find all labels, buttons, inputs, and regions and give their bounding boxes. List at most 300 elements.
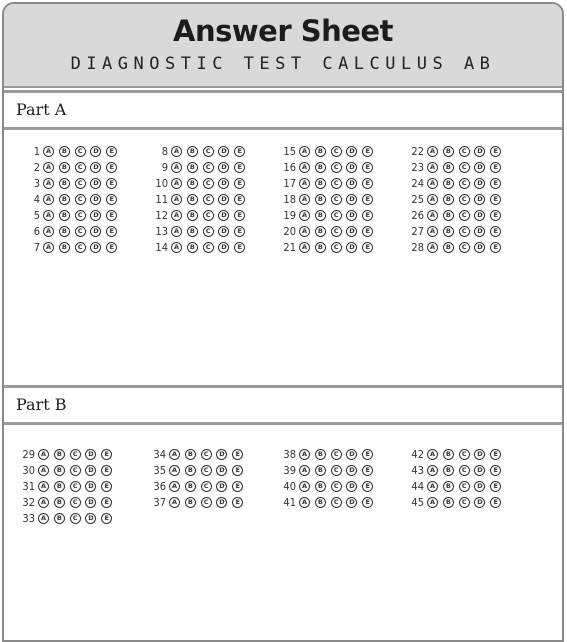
- answer-bubble-b[interactable]: B: [59, 210, 70, 221]
- answer-bubble-b[interactable]: B: [187, 162, 198, 173]
- answer-bubble-e[interactable]: E: [490, 481, 501, 492]
- answer-bubble-e[interactable]: E: [234, 194, 245, 205]
- answer-bubble-c[interactable]: C: [203, 242, 214, 253]
- answer-bubble-c[interactable]: C: [459, 146, 470, 157]
- answer-bubble-e[interactable]: E: [362, 465, 373, 476]
- answer-bubble-a[interactable]: A: [299, 226, 310, 237]
- answer-bubble-e[interactable]: E: [106, 242, 117, 253]
- question-row: [148, 207, 250, 223]
- answer-bubble-e[interactable]: E: [234, 162, 245, 173]
- answer-bubble-a[interactable]: A: [171, 194, 182, 205]
- answer-bubble-b[interactable]: B: [315, 497, 326, 508]
- answer-bubble-c[interactable]: C: [201, 497, 212, 508]
- answer-bubble-e[interactable]: E: [234, 210, 245, 221]
- question-number: 13: [155, 224, 168, 238]
- question-row: [148, 223, 250, 239]
- question-row: [148, 159, 250, 175]
- question-row: [15, 446, 117, 462]
- answer-bubble-e[interactable]: E: [232, 465, 243, 476]
- answer-bubble-d[interactable]: D: [85, 465, 96, 476]
- answer-bubble-d[interactable]: D: [90, 242, 101, 253]
- answer-bubble-c[interactable]: C: [75, 210, 86, 221]
- answer-bubble-e[interactable]: E: [106, 226, 117, 237]
- answer-bubble-c[interactable]: C: [459, 194, 470, 205]
- answer-bubble-c[interactable]: C: [459, 449, 470, 460]
- question-row: [404, 159, 506, 175]
- answer-bubble-c[interactable]: C: [70, 513, 81, 524]
- answer-bubble-c[interactable]: C: [459, 162, 470, 173]
- question-number: 41: [283, 495, 296, 509]
- answer-bubble-b[interactable]: B: [443, 146, 454, 157]
- answer-bubble-e[interactable]: E: [362, 449, 373, 460]
- answer-bubble-e[interactable]: E: [490, 465, 501, 476]
- answer-bubble-b[interactable]: B: [185, 497, 196, 508]
- answer-bubble-b[interactable]: B: [443, 497, 454, 508]
- answer-bubble-c[interactable]: C: [75, 146, 86, 157]
- question-row: [20, 175, 122, 191]
- answer-bubble-b[interactable]: B: [185, 449, 196, 460]
- answer-bubble-b[interactable]: B: [54, 497, 65, 508]
- question-row: [276, 462, 378, 478]
- answer-bubble-b[interactable]: B: [315, 162, 326, 173]
- answer-bubble-a[interactable]: A: [299, 481, 310, 492]
- answer-bubble-d[interactable]: D: [346, 194, 357, 205]
- answer-bubble-b[interactable]: B: [315, 194, 326, 205]
- answer-bubble-a[interactable]: A: [38, 481, 49, 492]
- question-row: [148, 175, 250, 191]
- answer-bubble-d[interactable]: D: [346, 226, 357, 237]
- answer-bubble-d[interactable]: D: [85, 481, 96, 492]
- answer-bubble-b[interactable]: B: [54, 449, 65, 460]
- question-number: 3: [33, 176, 40, 190]
- answer-bubble-d[interactable]: D: [85, 513, 96, 524]
- answer-bubble-d[interactable]: D: [85, 449, 96, 460]
- answer-bubble-d[interactable]: D: [90, 146, 101, 157]
- answer-bubble-d[interactable]: D: [474, 481, 485, 492]
- answer-bubble-a[interactable]: A: [38, 465, 49, 476]
- question-number: 44: [411, 479, 424, 493]
- answer-bubble-e[interactable]: E: [490, 210, 501, 221]
- answer-bubble-a[interactable]: A: [427, 497, 438, 508]
- answer-bubble-b[interactable]: B: [443, 178, 454, 189]
- answer-bubble-e[interactable]: E: [232, 497, 243, 508]
- answer-bubble-c[interactable]: C: [70, 465, 81, 476]
- answer-bubble-b[interactable]: B: [54, 481, 65, 492]
- answer-bubble-d[interactable]: D: [474, 162, 485, 173]
- answer-bubble-a[interactable]: A: [299, 242, 310, 253]
- answer-bubble-c[interactable]: C: [70, 449, 81, 460]
- answer-bubble-a[interactable]: A: [427, 210, 438, 221]
- question-row: [404, 223, 506, 239]
- answer-column: [276, 446, 378, 510]
- answer-bubble-b[interactable]: B: [59, 146, 70, 157]
- question-number: 22: [411, 144, 424, 158]
- answer-bubble-b[interactable]: B: [185, 465, 196, 476]
- answer-bubble-a[interactable]: A: [43, 194, 54, 205]
- answer-bubble-c[interactable]: C: [459, 497, 470, 508]
- answer-bubble-b[interactable]: B: [315, 481, 326, 492]
- answer-bubble-a[interactable]: A: [427, 194, 438, 205]
- answer-bubble-a[interactable]: A: [299, 178, 310, 189]
- answer-bubble-c[interactable]: C: [203, 210, 214, 221]
- answer-bubble-d[interactable]: D: [90, 194, 101, 205]
- answer-bubble-d[interactable]: D: [346, 178, 357, 189]
- answer-bubble-a[interactable]: A: [299, 497, 310, 508]
- answer-bubble-e[interactable]: E: [362, 242, 373, 253]
- answer-bubble-b[interactable]: B: [443, 481, 454, 492]
- question-number: 32: [22, 495, 35, 509]
- answer-bubble-e[interactable]: E: [101, 481, 112, 492]
- answer-bubble-b[interactable]: B: [443, 226, 454, 237]
- answer-bubble-d[interactable]: D: [85, 497, 96, 508]
- answer-bubble-e[interactable]: E: [490, 497, 501, 508]
- question-row: [15, 510, 117, 526]
- answer-bubble-d[interactable]: D: [90, 162, 101, 173]
- answer-bubble-a[interactable]: A: [299, 465, 310, 476]
- answer-bubble-e[interactable]: E: [106, 162, 117, 173]
- answer-bubble-d[interactable]: D: [346, 465, 357, 476]
- answer-bubble-c[interactable]: C: [331, 178, 342, 189]
- answer-bubble-a[interactable]: A: [171, 178, 182, 189]
- question-number: 42: [411, 447, 424, 461]
- question-number: 25: [411, 192, 424, 206]
- answer-bubble-e[interactable]: E: [234, 242, 245, 253]
- answer-bubble-d[interactable]: D: [216, 449, 227, 460]
- question-number: 19: [283, 208, 296, 222]
- answer-bubble-a[interactable]: A: [169, 449, 180, 460]
- question-row: [276, 223, 378, 239]
- answer-bubble-c[interactable]: C: [201, 465, 212, 476]
- answer-bubble-d[interactable]: D: [346, 449, 357, 460]
- answer-bubble-c[interactable]: C: [331, 242, 342, 253]
- answer-bubble-b[interactable]: B: [315, 226, 326, 237]
- answer-bubble-a[interactable]: A: [171, 162, 182, 173]
- question-row: [148, 143, 250, 159]
- question-number: 36: [153, 479, 166, 493]
- answer-bubble-c[interactable]: C: [459, 226, 470, 237]
- answer-column: [276, 143, 378, 255]
- answer-bubble-b[interactable]: B: [187, 178, 198, 189]
- answer-bubble-e[interactable]: E: [362, 194, 373, 205]
- question-row: [404, 478, 506, 494]
- answer-column: [15, 446, 117, 526]
- question-row: [146, 462, 248, 478]
- answer-bubble-c[interactable]: C: [203, 178, 214, 189]
- question-row: [15, 494, 117, 510]
- answer-bubble-b[interactable]: B: [443, 449, 454, 460]
- answer-bubble-a[interactable]: A: [171, 242, 182, 253]
- question-row: [276, 446, 378, 462]
- answer-bubble-e[interactable]: E: [101, 513, 112, 524]
- answer-bubble-c[interactable]: C: [75, 178, 86, 189]
- part-a-header: [4, 90, 562, 130]
- answer-bubble-e[interactable]: E: [490, 226, 501, 237]
- answer-bubble-d[interactable]: D: [346, 242, 357, 253]
- answer-bubble-c[interactable]: C: [331, 146, 342, 157]
- question-row: [404, 239, 506, 255]
- answer-bubble-d[interactable]: D: [474, 178, 485, 189]
- answer-bubble-d[interactable]: D: [474, 194, 485, 205]
- answer-bubble-d[interactable]: D: [346, 497, 357, 508]
- question-number: 40: [283, 479, 296, 493]
- answer-bubble-b[interactable]: B: [187, 210, 198, 221]
- answer-bubble-a[interactable]: A: [38, 497, 49, 508]
- question-number: 39: [283, 463, 296, 477]
- question-row: [404, 143, 506, 159]
- question-row: [15, 462, 117, 478]
- answer-bubble-c[interactable]: C: [331, 210, 342, 221]
- answer-bubble-d[interactable]: D: [474, 242, 485, 253]
- answer-bubble-b[interactable]: B: [185, 481, 196, 492]
- answer-bubble-d[interactable]: D: [346, 162, 357, 173]
- answer-bubble-d[interactable]: D: [474, 497, 485, 508]
- answer-bubble-d[interactable]: D: [90, 178, 101, 189]
- answer-bubble-c[interactable]: C: [70, 497, 81, 508]
- answer-bubble-e[interactable]: E: [234, 178, 245, 189]
- question-number: 18: [283, 192, 296, 206]
- answer-bubble-e[interactable]: E: [106, 178, 117, 189]
- question-number: 33: [22, 511, 35, 525]
- answer-bubble-b[interactable]: B: [59, 242, 70, 253]
- answer-bubble-e[interactable]: E: [106, 146, 117, 157]
- answer-bubble-a[interactable]: A: [427, 226, 438, 237]
- answer-bubble-d[interactable]: D: [216, 465, 227, 476]
- answer-bubble-d[interactable]: D: [218, 194, 229, 205]
- answer-bubble-b[interactable]: B: [315, 242, 326, 253]
- answer-bubble-d[interactable]: D: [474, 465, 485, 476]
- answer-bubble-c[interactable]: C: [75, 194, 86, 205]
- answer-bubble-a[interactable]: A: [43, 146, 54, 157]
- question-row: [146, 494, 248, 510]
- question-number: 31: [22, 479, 35, 493]
- sheet-header: [4, 4, 562, 88]
- answer-column: [404, 446, 506, 510]
- answer-bubble-a[interactable]: A: [38, 449, 49, 460]
- answer-bubble-c[interactable]: C: [331, 449, 342, 460]
- answer-bubble-a[interactable]: A: [299, 449, 310, 460]
- question-number: 21: [283, 240, 296, 254]
- answer-bubble-a[interactable]: A: [427, 449, 438, 460]
- answer-bubble-c[interactable]: C: [331, 481, 342, 492]
- answer-bubble-e[interactable]: E: [234, 226, 245, 237]
- answer-bubble-a[interactable]: A: [427, 481, 438, 492]
- answer-bubble-e[interactable]: E: [362, 226, 373, 237]
- answer-bubble-a[interactable]: A: [427, 162, 438, 173]
- answer-bubble-b[interactable]: B: [315, 449, 326, 460]
- answer-bubble-e[interactable]: E: [490, 194, 501, 205]
- answer-bubble-c[interactable]: C: [459, 465, 470, 476]
- question-number: 6: [33, 224, 40, 238]
- answer-bubble-b[interactable]: B: [187, 242, 198, 253]
- answer-bubble-c[interactable]: C: [201, 481, 212, 492]
- answer-bubble-c[interactable]: C: [331, 226, 342, 237]
- question-row: [20, 207, 122, 223]
- answer-bubble-a[interactable]: A: [169, 465, 180, 476]
- answer-bubble-a[interactable]: A: [43, 178, 54, 189]
- answer-bubble-c[interactable]: C: [331, 194, 342, 205]
- answer-bubble-c[interactable]: C: [459, 178, 470, 189]
- answer-bubble-d[interactable]: D: [216, 497, 227, 508]
- answer-bubble-e[interactable]: E: [362, 481, 373, 492]
- question-row: [404, 446, 506, 462]
- answer-bubble-b[interactable]: B: [59, 226, 70, 237]
- answer-bubble-e[interactable]: E: [232, 449, 243, 460]
- answer-bubble-a[interactable]: A: [171, 146, 182, 157]
- answer-bubble-d[interactable]: D: [474, 210, 485, 221]
- answer-bubble-a[interactable]: A: [43, 226, 54, 237]
- answer-bubble-d[interactable]: D: [90, 226, 101, 237]
- question-number: 28: [411, 240, 424, 254]
- answer-bubble-c[interactable]: C: [331, 465, 342, 476]
- answer-bubble-c[interactable]: C: [331, 497, 342, 508]
- question-number: 5: [33, 208, 40, 222]
- answer-bubble-b[interactable]: B: [187, 194, 198, 205]
- answer-bubble-e[interactable]: E: [362, 178, 373, 189]
- answer-bubble-d[interactable]: D: [346, 481, 357, 492]
- answer-bubble-a[interactable]: A: [427, 146, 438, 157]
- answer-bubble-a[interactable]: A: [427, 242, 438, 253]
- answer-bubble-a[interactable]: A: [38, 513, 49, 524]
- answer-bubble-b[interactable]: B: [443, 194, 454, 205]
- answer-bubble-d[interactable]: D: [218, 210, 229, 221]
- answer-bubble-b[interactable]: B: [54, 513, 65, 524]
- question-number: 9: [161, 160, 168, 174]
- answer-bubble-a[interactable]: A: [427, 178, 438, 189]
- question-row: [276, 478, 378, 494]
- answer-bubble-b[interactable]: B: [315, 465, 326, 476]
- answer-bubble-a[interactable]: A: [299, 146, 310, 157]
- answer-bubble-d[interactable]: D: [474, 226, 485, 237]
- answer-bubble-d[interactable]: D: [90, 210, 101, 221]
- answer-bubble-a[interactable]: A: [169, 481, 180, 492]
- answer-bubble-c[interactable]: C: [203, 146, 214, 157]
- answer-bubble-c[interactable]: C: [203, 162, 214, 173]
- answer-bubble-c[interactable]: C: [70, 481, 81, 492]
- answer-bubble-e[interactable]: E: [490, 178, 501, 189]
- answer-bubble-d[interactable]: D: [346, 146, 357, 157]
- answer-bubble-b[interactable]: B: [443, 242, 454, 253]
- answer-bubble-e[interactable]: E: [101, 449, 112, 460]
- answer-bubble-e[interactable]: E: [106, 210, 117, 221]
- answer-bubble-e[interactable]: E: [101, 497, 112, 508]
- answer-bubble-e[interactable]: E: [234, 146, 245, 157]
- answer-bubble-a[interactable]: A: [43, 162, 54, 173]
- answer-bubble-e[interactable]: E: [362, 162, 373, 173]
- question-number: 16: [283, 160, 296, 174]
- answer-column: [404, 143, 506, 255]
- question-row: [276, 191, 378, 207]
- answer-bubble-a[interactable]: A: [43, 242, 54, 253]
- answer-bubble-b[interactable]: B: [187, 146, 198, 157]
- answer-bubble-d[interactable]: D: [474, 449, 485, 460]
- answer-bubble-d[interactable]: D: [218, 226, 229, 237]
- question-number: 1: [33, 144, 40, 158]
- question-number: 37: [153, 495, 166, 509]
- answer-bubble-a[interactable]: A: [43, 210, 54, 221]
- answer-bubble-b[interactable]: B: [315, 146, 326, 157]
- answer-bubble-e[interactable]: E: [490, 449, 501, 460]
- answer-bubble-a[interactable]: A: [169, 497, 180, 508]
- answer-bubble-a[interactable]: A: [171, 226, 182, 237]
- answer-bubble-e[interactable]: E: [490, 242, 501, 253]
- answer-bubble-d[interactable]: D: [346, 210, 357, 221]
- answer-bubble-b[interactable]: B: [315, 210, 326, 221]
- answer-bubble-b[interactable]: B: [59, 194, 70, 205]
- question-number: 34: [153, 447, 166, 461]
- answer-bubble-c[interactable]: C: [459, 210, 470, 221]
- question-row: [276, 159, 378, 175]
- answer-bubble-c[interactable]: C: [201, 449, 212, 460]
- answer-bubble-d[interactable]: D: [216, 481, 227, 492]
- page-title: Answer Sheet: [173, 14, 393, 48]
- answer-bubble-a[interactable]: A: [299, 194, 310, 205]
- answer-bubble-c[interactable]: C: [75, 226, 86, 237]
- answer-bubble-c[interactable]: C: [203, 194, 214, 205]
- answer-bubble-c[interactable]: C: [75, 162, 86, 173]
- answer-bubble-d[interactable]: D: [474, 146, 485, 157]
- answer-bubble-e[interactable]: E: [362, 210, 373, 221]
- question-row: [276, 494, 378, 510]
- question-row: [404, 462, 506, 478]
- answer-bubble-d[interactable]: D: [218, 146, 229, 157]
- answer-bubble-a[interactable]: A: [299, 162, 310, 173]
- answer-bubble-a[interactable]: A: [427, 465, 438, 476]
- answer-bubble-e[interactable]: E: [362, 497, 373, 508]
- part-b-label: Part B: [16, 395, 67, 414]
- answer-bubble-c[interactable]: C: [331, 162, 342, 173]
- question-number: 12: [155, 208, 168, 222]
- answer-bubble-b[interactable]: B: [443, 465, 454, 476]
- answer-bubble-c[interactable]: C: [75, 242, 86, 253]
- question-row: [404, 207, 506, 223]
- question-number: 10: [155, 176, 168, 190]
- question-number: 15: [283, 144, 296, 158]
- answer-bubble-b[interactable]: B: [315, 178, 326, 189]
- answer-bubble-d[interactable]: D: [218, 178, 229, 189]
- answer-bubble-c[interactable]: C: [459, 242, 470, 253]
- answer-bubble-e[interactable]: E: [106, 194, 117, 205]
- answer-bubble-c[interactable]: C: [459, 481, 470, 492]
- question-number: 14: [155, 240, 168, 254]
- question-number: 23: [411, 160, 424, 174]
- answer-bubble-b[interactable]: B: [59, 178, 70, 189]
- question-number: 26: [411, 208, 424, 222]
- answer-bubble-e[interactable]: E: [490, 162, 501, 173]
- answer-bubble-c[interactable]: C: [203, 226, 214, 237]
- answer-bubble-e[interactable]: E: [362, 146, 373, 157]
- question-number: 4: [33, 192, 40, 206]
- question-row: [404, 494, 506, 510]
- answer-bubble-b[interactable]: B: [443, 162, 454, 173]
- answer-bubble-b[interactable]: B: [54, 465, 65, 476]
- answer-bubble-a[interactable]: A: [171, 210, 182, 221]
- question-number: 7: [33, 240, 40, 254]
- answer-bubble-e[interactable]: E: [232, 481, 243, 492]
- question-row: [20, 143, 122, 159]
- answer-bubble-d[interactable]: D: [218, 242, 229, 253]
- question-row: [20, 223, 122, 239]
- question-number: 17: [283, 176, 296, 190]
- answer-bubble-d[interactable]: D: [218, 162, 229, 173]
- question-number: 45: [411, 495, 424, 509]
- answer-bubble-b[interactable]: B: [443, 210, 454, 221]
- question-row: [276, 143, 378, 159]
- answer-bubble-e[interactable]: E: [101, 465, 112, 476]
- answer-bubble-a[interactable]: A: [299, 210, 310, 221]
- answer-bubble-e[interactable]: E: [490, 146, 501, 157]
- answer-bubble-b[interactable]: B: [59, 162, 70, 173]
- answer-bubble-b[interactable]: B: [187, 226, 198, 237]
